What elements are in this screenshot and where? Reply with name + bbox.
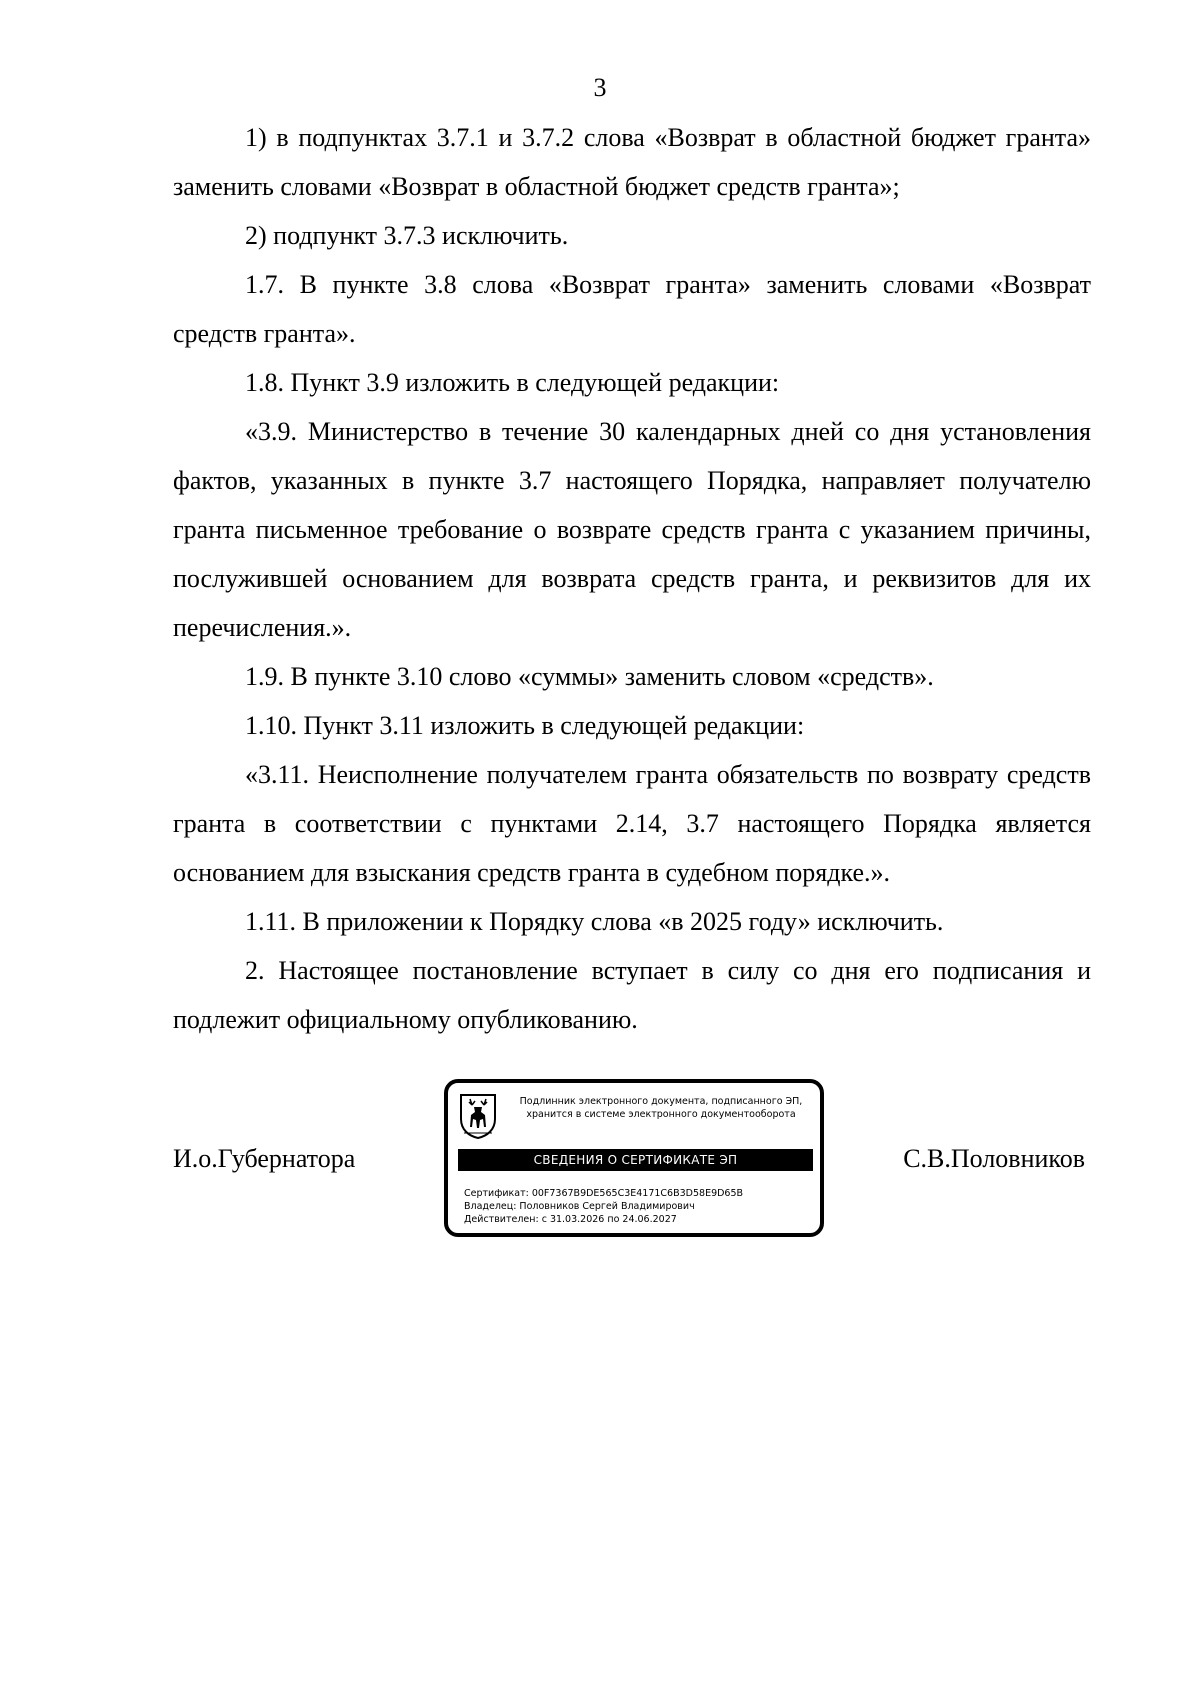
stamp-header-line: хранится в системе электронного документооборота bbox=[526, 1109, 796, 1120]
coat-of-arms-deer-icon bbox=[458, 1093, 498, 1139]
certificate-owner: Владелец: Половников Сергей Владимирович bbox=[464, 1201, 695, 1212]
paragraph: 1.11. В приложении к Порядку слова «в 2025 году» исключить. bbox=[245, 907, 944, 936]
paragraph: «3.9. Министерство в течение 30 календарных дней со дня установления фактов, указанных в пункте 3.7 настоящего Порядка, направляет получателю гранта письменное требование о возврате средств гранта с указанием причины, послужившей основанием для возврата средств гранта, и реквизитов для их перечисления.». bbox=[173, 417, 1091, 642]
paragraph: 2. Настоящее постановление вступает в силу со дня его подписания и подлежит официальному опубликованию. bbox=[173, 956, 1091, 1034]
certificate-details bbox=[464, 1187, 814, 1226]
signature-block bbox=[173, 1079, 1091, 1245]
certificate-validity: Действителен: с 31.03.2026 по 24.06.2027 bbox=[464, 1214, 677, 1225]
stamp-title-bar: СВЕДЕНИЯ О СЕРТИФИКАТЕ ЭП bbox=[458, 1149, 813, 1171]
paragraph: 1.7. В пункте 3.8 слова «Возврат гранта» заменить словами «Возврат средств гранта». bbox=[173, 270, 1091, 348]
page-number: 3 bbox=[593, 73, 607, 102]
paragraph: 1.10. Пункт 3.11 изложить в следующей редакции: bbox=[245, 711, 805, 740]
stamp-header-line: Подлинник электронного документа, подписанного ЭП, bbox=[519, 1096, 803, 1107]
certificate-number: Сертификат: 00F7367B9DE565C3E4171C6B3D58E9D65B bbox=[464, 1188, 744, 1199]
signatory-title: И.о.Губернатора bbox=[173, 1144, 356, 1173]
signatory-name: С.В.Половников bbox=[903, 1144, 1085, 1173]
document-body bbox=[173, 113, 1091, 1044]
stamp-header bbox=[506, 1095, 816, 1121]
paragraph: 1.8. Пункт 3.9 изложить в следующей редакции: bbox=[245, 368, 780, 397]
paragraph: «3.11. Неисполнение получателем гранта обязательств по возврату средств гранта в соответствии с пунктами 2.14, 3.7 настоящего Порядка является основанием для взыскания средств гранта в судебном порядке.». bbox=[173, 760, 1091, 887]
paragraph: 1.9. В пункте 3.10 слово «суммы» заменить словом «средств». bbox=[245, 662, 934, 691]
electronic-signature-stamp bbox=[444, 1079, 824, 1237]
paragraph: 1) в подпунктах 3.7.1 и 3.7.2 слова «Возврат в областной бюджет гранта» заменить словами «Возврат в областной бюджет средств гранта»; bbox=[173, 123, 1091, 201]
paragraph: 2) подпункт 3.7.3 исключить. bbox=[245, 221, 569, 250]
